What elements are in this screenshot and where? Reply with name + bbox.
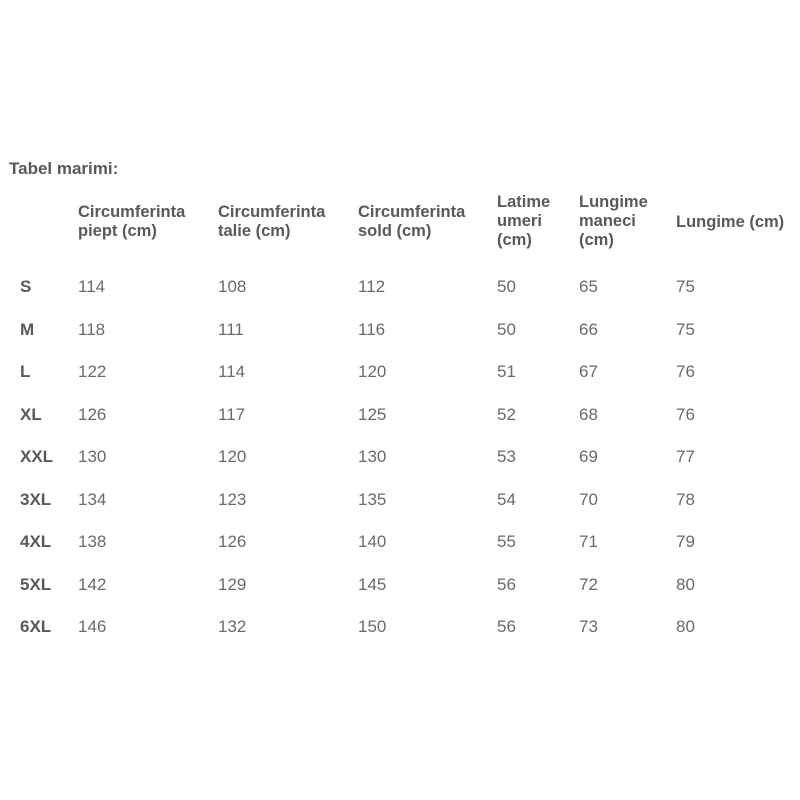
table-cell: 123 xyxy=(218,489,247,509)
table-cell: 122 xyxy=(78,362,107,381)
table-cell: 138 xyxy=(78,532,107,551)
table-cell: 72 xyxy=(579,574,598,594)
table-cell: 71 xyxy=(579,532,598,551)
table-cell: 79 xyxy=(676,532,695,551)
table-cell: 76 xyxy=(676,362,695,381)
column-header-1: Circumferinta piept (cm) xyxy=(78,203,186,240)
table-cell: 77 xyxy=(676,447,695,466)
column-header-2: Circumferinta talie (cm) xyxy=(218,203,326,240)
table-cell: 126 xyxy=(218,532,247,551)
table-cell: 114 xyxy=(78,277,106,296)
table-cell: 75 xyxy=(676,277,695,296)
table-cell: 146 xyxy=(78,617,107,636)
table-cell: 56 xyxy=(497,617,516,636)
column-header-6: Lungime (cm) xyxy=(676,213,785,231)
table-cell: 68 xyxy=(579,404,598,424)
table-cell: 78 xyxy=(676,489,695,509)
table-cell: 56 xyxy=(497,574,516,594)
size-label: 3XL xyxy=(20,489,52,509)
table-cell: 76 xyxy=(676,404,695,424)
table-cell: 69 xyxy=(579,447,598,466)
size-label: S xyxy=(20,277,32,296)
table-cell: 118 xyxy=(78,319,106,339)
column-header-5: Lungime maneci (cm) xyxy=(579,193,648,249)
table-cell: 65 xyxy=(579,277,598,296)
table-cell: 75 xyxy=(676,319,695,339)
table-cell: 52 xyxy=(497,404,516,424)
table-cell: 120 xyxy=(218,447,247,466)
table-cell: 126 xyxy=(78,404,107,424)
size-label: L xyxy=(20,362,31,381)
size-label: 6XL xyxy=(20,617,52,636)
table-cell: 108 xyxy=(218,277,247,296)
size-label: 4XL xyxy=(20,532,52,551)
table-cell: 67 xyxy=(579,362,598,381)
table-cell: 53 xyxy=(497,447,516,466)
table-cell: 73 xyxy=(579,617,598,636)
table-cell: 142 xyxy=(78,574,107,594)
table-cell: 111 xyxy=(218,319,244,339)
size-label: XL xyxy=(20,404,42,424)
table-cell: 129 xyxy=(218,574,247,594)
table-cell: 50 xyxy=(497,319,516,339)
table-cell: 132 xyxy=(218,617,247,636)
table-cell: 140 xyxy=(358,532,387,551)
table-cell: 150 xyxy=(358,617,387,636)
table-cell: 51 xyxy=(497,362,516,381)
table-cell: 55 xyxy=(497,532,516,551)
table-cell: 114 xyxy=(218,362,246,381)
table-cell: 125 xyxy=(358,404,387,424)
size-label: 5XL xyxy=(20,574,52,594)
table-cell: 112 xyxy=(358,277,386,296)
size-label: M xyxy=(20,319,35,339)
table-cell: 135 xyxy=(358,489,387,509)
table-cell: 70 xyxy=(579,489,598,509)
table-cell: 130 xyxy=(78,447,107,466)
table-cell: 50 xyxy=(497,277,516,296)
table-cell: 130 xyxy=(358,447,387,466)
column-header-4: Latime umeri (cm) xyxy=(497,193,551,249)
table-cell: 134 xyxy=(78,489,107,509)
table-cell: 66 xyxy=(579,319,598,339)
table-cell: 116 xyxy=(358,319,386,339)
table-cell: 117 xyxy=(218,404,246,424)
table-cell: 80 xyxy=(676,617,695,636)
table-cell: 145 xyxy=(358,574,387,594)
size-label: XXL xyxy=(20,447,54,466)
table-cell: 80 xyxy=(676,574,695,594)
column-header-3: Circumferinta sold (cm) xyxy=(358,203,466,240)
table-title: Tabel marimi: xyxy=(9,159,119,178)
table-cell: 54 xyxy=(497,489,516,509)
table-cell: 120 xyxy=(358,362,387,381)
